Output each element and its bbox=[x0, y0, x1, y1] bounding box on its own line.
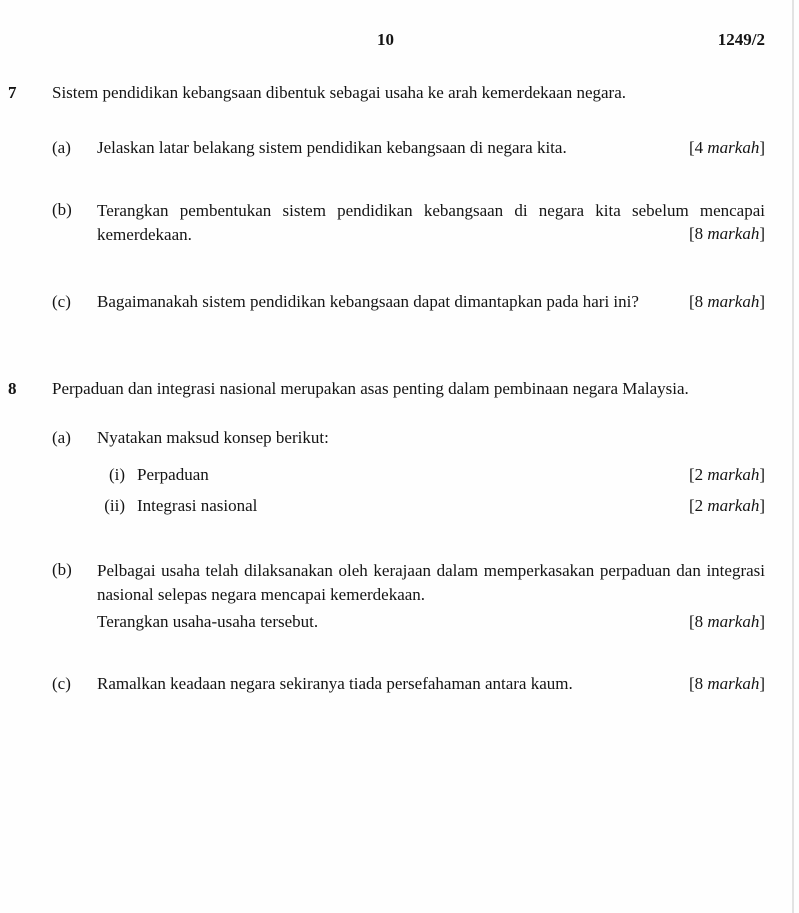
question-8-number: 8 bbox=[8, 379, 17, 398]
q7b-marks bbox=[689, 223, 765, 244]
q8a-i-marks bbox=[689, 464, 765, 485]
q7b-marks-open: [8 bbox=[688, 224, 708, 243]
q8a-ii-label: (ii) bbox=[104, 496, 125, 515]
q8a-i-marks-close: ] bbox=[759, 465, 765, 484]
question-7-number: 7 bbox=[8, 83, 17, 102]
q8a-ii-marks-open: [2 bbox=[688, 496, 708, 515]
q8c-text: Ramalkan keadaan negara sekiranya tiada persefahaman antara kaum. bbox=[97, 674, 573, 693]
q7a-label: (a) bbox=[52, 138, 71, 157]
q7a-text: Jelaskan latar belakang sistem pendidikan kebangsaan di negara kita. bbox=[97, 138, 567, 157]
q8b-label: (b) bbox=[52, 560, 72, 579]
question-7-stem: Sistem pendidikan kebangsaan dibentuk sebagai usaha ke arah kemerdekaan negara. bbox=[52, 83, 626, 102]
q8b-marks bbox=[689, 611, 765, 632]
q7b-label: (b) bbox=[52, 200, 72, 219]
q8b-marks-open: [8 bbox=[688, 612, 708, 631]
q7a-marks-close: ] bbox=[759, 138, 765, 157]
q8b-marks-close: ] bbox=[759, 612, 765, 631]
q8c-marks-close: ] bbox=[759, 674, 765, 693]
q8a-ii-marks-word: markah bbox=[707, 496, 760, 515]
q7c-label: (c) bbox=[52, 292, 71, 311]
q8a-i-text: Perpaduan bbox=[137, 465, 209, 484]
page-number: 10 bbox=[377, 30, 394, 49]
q8a-ii-marks-close: ] bbox=[759, 496, 765, 515]
q8b-text: Pelbagai usaha telah dilaksanakan oleh kerajaan dalam memperkasakan perpaduan dan integrasi nasional selepas negara mencapai kemerdekaan. bbox=[97, 561, 765, 604]
q8c-label: (c) bbox=[52, 674, 71, 693]
q8a-i-label: (i) bbox=[108, 465, 125, 484]
q8a-ii-text: Integrasi nasional bbox=[137, 496, 258, 515]
q8c-marks-word: markah bbox=[707, 674, 760, 693]
q8a-i-marks-word: markah bbox=[707, 465, 760, 484]
q7b-marks-close: ] bbox=[759, 224, 765, 243]
q7c-marks-close: ] bbox=[759, 292, 765, 311]
q8c-marks-open: [8 bbox=[688, 674, 708, 693]
q7c-text: Bagaimanakah sistem pendidikan kebangsaan dapat dimantapkan pada hari ini? bbox=[97, 292, 639, 311]
q8a-label: (a) bbox=[52, 428, 71, 447]
q7b-text: Terangkan pembentukan sistem pendidikan kebangsaan di negara kita sebelum mencapai kemerdekaan. bbox=[97, 201, 765, 244]
q7c-marks bbox=[689, 291, 765, 312]
q8a-ii-marks bbox=[689, 495, 765, 516]
paper-code: 1249/2 bbox=[717, 30, 765, 49]
q7c-marks-open: [8 bbox=[688, 292, 708, 311]
q7a-marks-open: [4 bbox=[688, 138, 708, 157]
q8b-marks-word: markah bbox=[707, 612, 760, 631]
question-8-stem: Perpaduan dan integrasi nasional merupakan asas penting dalam pembinaan negara Malaysia. bbox=[52, 379, 689, 398]
q7b-marks-word: markah bbox=[707, 224, 760, 243]
q8c-marks bbox=[689, 673, 765, 694]
q8b-text2: Terangkan usaha-usaha tersebut. bbox=[97, 612, 319, 631]
q7a-marks bbox=[689, 137, 765, 158]
q7a-marks-word: markah bbox=[707, 138, 760, 157]
scan-edge-line bbox=[792, 0, 794, 913]
q8a-text: Nyatakan maksud konsep berikut: bbox=[97, 428, 329, 447]
q8a-i-marks-open: [2 bbox=[688, 465, 708, 484]
q7c-marks-word: markah bbox=[707, 292, 760, 311]
